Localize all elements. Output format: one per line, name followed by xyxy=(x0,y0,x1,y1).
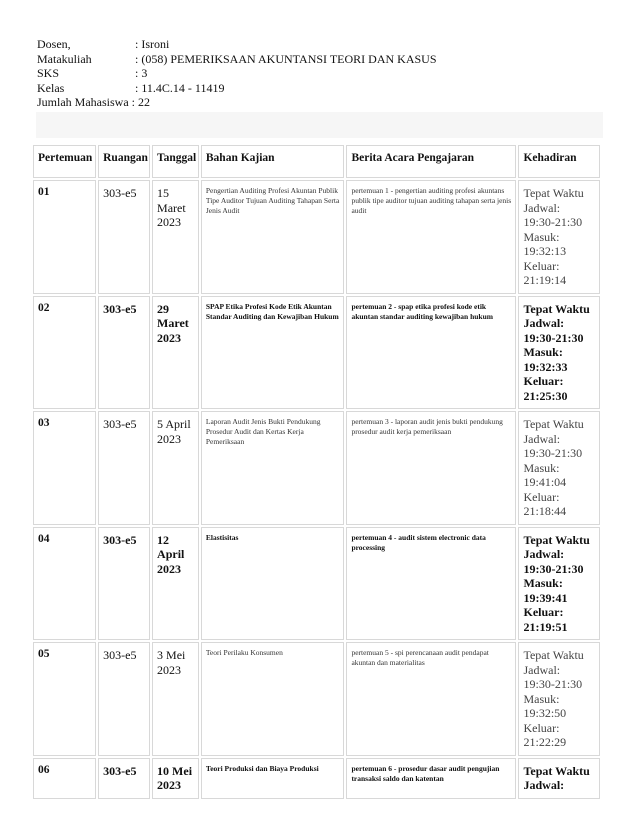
ruangan-cell: 303-e5 xyxy=(98,642,150,756)
keluar-value: 21:22:29 xyxy=(523,735,567,749)
ruangan-cell: 303-e5 xyxy=(98,527,150,641)
pertemuan-cell: 02 xyxy=(33,296,96,410)
masuk-value: 19:32:33 xyxy=(523,359,568,374)
col-header-bahan-kajian: Bahan Kajian xyxy=(201,145,345,178)
jumlah-mahasiswa: Jumlah Mahasiswa : 22 xyxy=(37,95,150,109)
masuk-value: 19:32:50 xyxy=(523,706,567,720)
dosen-value: : Isroni xyxy=(135,37,170,51)
kehadiran-cell xyxy=(518,411,600,525)
matakuliah-label: Matakuliah xyxy=(37,51,92,66)
tanggal-cell: 15 Maret 2023 xyxy=(152,180,199,294)
berita-acara-cell: pertemuan 3 - laporan audit jenis bukti pendukung prosedur audit kerja pemeriksaan xyxy=(346,411,516,525)
table-row xyxy=(33,296,600,410)
bahan-kajian-cell: Teori Produksi dan Biaya Produksi xyxy=(201,758,345,799)
bahan-kajian-cell: Teori Perilaku Konsumen xyxy=(201,642,345,756)
course-info-header xyxy=(37,37,437,110)
keluar-value: 21:18:44 xyxy=(523,504,567,518)
kelas-value: : 11.4C.14 - 11419 xyxy=(135,80,225,95)
table-row xyxy=(33,527,600,641)
masuk-label: Masuk: xyxy=(523,345,563,359)
pertemuan-cell: 03 xyxy=(33,411,96,525)
keluar-label: Keluar: xyxy=(523,720,560,735)
ruangan-cell: 303-e5 xyxy=(98,180,150,294)
tanggal-cell: 3 Mei 2023 xyxy=(152,642,199,756)
kehadiran-status: Tepat Waktu xyxy=(523,417,584,431)
dosen-row xyxy=(37,37,437,52)
bahan-kajian-cell: Pengertian Auditing Profesi Akuntan Publik Tipe Auditor Tujuan Auditing Tahapan Serta Jenis Audit xyxy=(201,180,345,294)
kehadiran-status: Tepat Waktu xyxy=(523,532,590,547)
masuk-value: 19:32:13 xyxy=(523,244,567,258)
jadwal-value: 19:30-21:30 xyxy=(523,561,584,576)
keluar-label: Keluar: xyxy=(523,489,560,504)
jadwal-label: Jadwal: xyxy=(523,547,565,561)
masuk-value: 19:41:04 xyxy=(523,475,567,489)
ruangan-cell: 303-e5 xyxy=(98,296,150,410)
pertemuan-cell: 06 xyxy=(33,758,96,799)
col-header-kehadiran: Kehadiran xyxy=(518,145,600,178)
ruangan-cell: 303-e5 xyxy=(98,411,150,525)
sks-value: : 3 xyxy=(135,66,148,80)
kehadiran-cell xyxy=(518,758,600,799)
kehadiran-cell xyxy=(518,180,600,294)
masuk-value: 19:39:41 xyxy=(523,590,568,605)
header-separator-band xyxy=(36,112,603,138)
keluar-label: Keluar: xyxy=(523,605,564,619)
masuk-label: Masuk: xyxy=(523,691,560,706)
masuk-label: Masuk: xyxy=(523,229,560,244)
keluar-value: 21:19:14 xyxy=(523,273,567,287)
jadwal-label: Jadwal: xyxy=(523,662,561,677)
kehadiran-status: Tepat Waktu xyxy=(523,301,590,316)
attendance-table xyxy=(31,143,602,801)
berita-acara-cell: pertemuan 5 - spi perencanaan audit pendapat akuntan dan materialitas xyxy=(346,642,516,756)
tanggal-cell: 29 Maret 2023 xyxy=(152,296,199,410)
kelas-row xyxy=(37,81,437,96)
berita-acara-cell: pertemuan 6 - prosedur dasar audit pengujian transaksi saldo dan katentan xyxy=(346,758,516,799)
ruangan-cell: 303-e5 xyxy=(98,758,150,799)
tanggal-cell: 12 April 2023 xyxy=(152,527,199,641)
dosen-label: Dosen, xyxy=(37,37,71,51)
pertemuan-cell: 05 xyxy=(33,642,96,756)
table-row xyxy=(33,642,600,756)
kehadiran-cell xyxy=(518,296,600,410)
pertemuan-cell: 04 xyxy=(33,527,96,641)
berita-acara-cell: pertemuan 1 - pengertian auditing profesi akuntans publik tipe auditor tujuan auditing tahapan serta jenis audit xyxy=(346,180,516,294)
matakuliah-value: : (058) PEMERIKSAAN AKUNTANSI TEORI DAN KASUS xyxy=(135,51,437,66)
kehadiran-cell xyxy=(518,642,600,756)
berita-acara-cell: pertemuan 2 - spap etika profesi kode etik akuntan standar auditing kewajiban hukum xyxy=(346,296,516,410)
table-header-row xyxy=(33,145,600,178)
col-header-berita-acara: Berita Acara Pengajaran xyxy=(346,145,516,178)
kehadiran-cell xyxy=(518,527,600,641)
jadwal-label: Jadwal: xyxy=(523,316,565,330)
bahan-kajian-cell: Laporan Audit Jenis Bukti Pendukung Prosedur Audit dan Kertas Kerja Pemeriksaan xyxy=(201,411,345,525)
jadwal-value: 19:30-21:30 xyxy=(523,330,584,345)
pertemuan-cell: 01 xyxy=(33,180,96,294)
col-header-pertemuan: Pertemuan xyxy=(33,145,96,178)
tanggal-cell: 5 April 2023 xyxy=(152,411,199,525)
keluar-label: Keluar: xyxy=(523,258,560,273)
jumlah-row xyxy=(37,95,437,110)
col-header-ruangan: Ruangan xyxy=(98,145,150,178)
jadwal-label: Jadwal: xyxy=(523,200,561,215)
masuk-label: Masuk: xyxy=(523,576,563,590)
table-row xyxy=(33,411,600,525)
bahan-kajian-cell: SPAP Etika Profesi Kode Etik Akuntan Standar Auditing dan Kewajiban Hukum xyxy=(201,296,345,410)
jadwal-label: Jadwal: xyxy=(523,778,565,792)
matakuliah-row xyxy=(37,52,437,67)
kelas-label: Kelas xyxy=(37,80,65,95)
keluar-value: 21:25:30 xyxy=(523,388,568,403)
berita-acara-cell: pertemuan 4 - audit sistem electronic data processing xyxy=(346,527,516,641)
kehadiran-status: Tepat Waktu xyxy=(523,763,590,778)
masuk-label: Masuk: xyxy=(523,460,560,475)
sks-label: SKS xyxy=(37,66,60,80)
jadwal-value: 19:30-21:30 xyxy=(523,446,583,460)
bahan-kajian-cell: Elastisitas xyxy=(201,527,345,641)
kehadiran-status: Tepat Waktu xyxy=(523,186,584,200)
jadwal-label: Jadwal: xyxy=(523,431,561,446)
table-row xyxy=(33,180,600,294)
jadwal-value: 19:30-21:30 xyxy=(523,677,583,691)
keluar-label: Keluar: xyxy=(523,374,564,388)
table-row xyxy=(33,758,600,799)
col-header-tanggal: Tanggal xyxy=(152,145,199,178)
tanggal-cell: 10 Mei 2023 xyxy=(152,758,199,799)
keluar-value: 21:19:51 xyxy=(523,619,568,634)
kehadiran-status: Tepat Waktu xyxy=(523,648,584,662)
sks-row xyxy=(37,66,437,81)
jadwal-value: 19:30-21:30 xyxy=(523,215,583,229)
